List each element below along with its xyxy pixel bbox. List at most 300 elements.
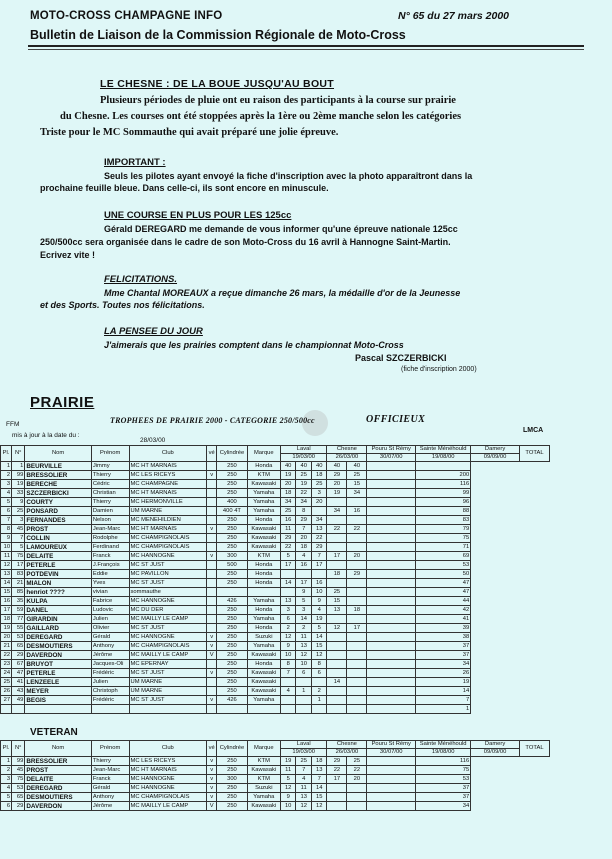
table-cell: Kawasaki	[247, 651, 280, 660]
table-cell	[367, 588, 416, 597]
table-cell	[367, 802, 416, 811]
table-cell	[327, 784, 347, 793]
table-cell: Suzuki	[247, 633, 280, 642]
table-cell: MC ST JUST	[129, 669, 207, 678]
table-cell: 1	[1, 462, 12, 471]
table-cell: Jacques-Oli	[91, 660, 129, 669]
table-cell: 88	[416, 507, 471, 516]
table-cell: MC HT MARNAIS	[129, 489, 207, 498]
table-cell: 10	[280, 802, 296, 811]
article-title-chesne: LE CHESNE : DE LA BOUE JUSQU'AU BOUT	[100, 78, 335, 90]
table-cell: MIALON	[25, 579, 91, 588]
table-cell: 250	[217, 793, 247, 802]
table-cell	[327, 633, 347, 642]
table-cell: 19	[311, 615, 327, 624]
table-cell: 6	[296, 669, 312, 678]
table-cell: KTM	[247, 757, 280, 766]
table-cell	[12, 705, 25, 714]
table-cell: Damien	[91, 507, 129, 516]
table-cell: 75	[416, 766, 471, 775]
table-cell: 25	[280, 507, 296, 516]
table-cell: 20	[347, 552, 367, 561]
table-cell	[280, 678, 296, 687]
table-cell: DAVERDON	[25, 802, 91, 811]
table-cell: 400 4T	[217, 507, 247, 516]
table-cell: 77	[12, 615, 25, 624]
table-cell: 2	[1, 471, 12, 480]
table-cell: 13	[311, 766, 327, 775]
table-cell: 14	[296, 615, 312, 624]
table-cell: DESMOUTIERS	[25, 793, 91, 802]
table-cell: 250	[217, 678, 247, 687]
table-cell	[311, 705, 327, 714]
table-row	[1, 561, 550, 570]
table-cell	[207, 660, 217, 669]
table-cell: 29	[327, 757, 347, 766]
table-cell	[367, 507, 416, 516]
table-cell: 16	[311, 579, 327, 588]
table-cell: MC CHAMPIGNOLAIS	[129, 543, 207, 552]
table-cell: Kawasaki	[247, 480, 280, 489]
table-cell: 35	[12, 597, 25, 606]
table-cell: 25	[347, 757, 367, 766]
table-cell: Jean-Marc	[91, 766, 129, 775]
table-cell: 20	[311, 498, 327, 507]
table-cell: 19	[280, 471, 296, 480]
table-row	[1, 489, 550, 498]
table-cell: 7	[311, 775, 327, 784]
table-cell: 2	[296, 624, 312, 633]
table-cell: Kawasaki	[247, 802, 280, 811]
table-cell: 250	[217, 525, 247, 534]
table-cell: DELAITE	[25, 775, 91, 784]
table-row	[1, 624, 550, 633]
table-cell: Yamaha	[247, 642, 280, 651]
table-cell: 250	[217, 570, 247, 579]
table-cell	[367, 615, 416, 624]
table-cell: 9	[296, 588, 312, 597]
table-cell: Honda	[247, 624, 280, 633]
table-cell: PROST	[25, 766, 91, 775]
table-cell	[327, 561, 347, 570]
table-cell: 250	[217, 579, 247, 588]
table-cell: 300	[217, 775, 247, 784]
table-cell: 12	[296, 802, 312, 811]
table-cell: 18	[311, 757, 327, 766]
table-cell	[296, 678, 312, 687]
table-cell: 38	[416, 633, 471, 642]
table-cell	[207, 507, 217, 516]
table-cell: Thierry	[91, 498, 129, 507]
col-header-race: Laval	[280, 446, 327, 454]
table-cell	[327, 615, 347, 624]
prairie-results-table	[0, 445, 550, 714]
table-cell: KTM	[247, 552, 280, 561]
col-header-date: 26/03/00	[327, 454, 367, 462]
table-cell	[347, 793, 367, 802]
table-cell	[296, 570, 312, 579]
table-cell: 40	[311, 462, 327, 471]
table-cell: Gérald	[91, 633, 129, 642]
table-cell: 14	[416, 687, 471, 696]
table-cell: 99	[12, 471, 25, 480]
table-cell: 250	[217, 784, 247, 793]
table-cell: 37	[416, 784, 471, 793]
table-cell: MC CHAMPIGNOLAIS	[129, 642, 207, 651]
table-cell: Kawasaki	[247, 687, 280, 696]
table-cell: MC ST JUST	[129, 624, 207, 633]
table-cell: 250	[217, 534, 247, 543]
table-cell: 116	[416, 757, 471, 766]
col-header-total: TOTAL	[519, 446, 549, 462]
table-cell: 65	[12, 793, 25, 802]
table-row	[1, 757, 550, 766]
table-cell: 7	[296, 525, 312, 534]
table-cell: 40	[327, 462, 347, 471]
table-row	[1, 462, 550, 471]
table-cell: 16	[296, 561, 312, 570]
table-cell	[367, 678, 416, 687]
table-cell: MC HANNOGNE	[129, 552, 207, 561]
table-cell	[311, 570, 327, 579]
col-header-total: TOTAL	[519, 741, 549, 757]
table-cell: MC MAILLY LE CAMP	[129, 615, 207, 624]
table-cell: 75	[416, 534, 471, 543]
table-cell: 11	[296, 784, 312, 793]
article-line: Triste pour le MC Sommauthe qui avait préparé une jolie épreuve.	[40, 127, 339, 138]
table-cell: 16	[280, 516, 296, 525]
table-cell: 27	[1, 696, 12, 705]
table-cell: 13	[327, 606, 347, 615]
table-cell: 15	[311, 642, 327, 651]
table-row	[1, 696, 550, 705]
table-cell: 13	[296, 793, 312, 802]
table-cell: 99	[12, 757, 25, 766]
table-row	[1, 784, 550, 793]
table-cell	[327, 516, 347, 525]
table-cell	[280, 570, 296, 579]
table-cell: 3	[311, 489, 327, 498]
table-cell	[367, 669, 416, 678]
table-cell: BRESSOLIER	[25, 471, 91, 480]
table-cell: MC ST JUST	[129, 579, 207, 588]
table-cell: Yamaha	[247, 498, 280, 507]
table-cell	[327, 793, 347, 802]
table-cell: 29	[12, 802, 25, 811]
table-cell: 22	[327, 766, 347, 775]
table-cell: 33	[12, 489, 25, 498]
table-cell: Yamaha	[247, 489, 280, 498]
col-header-race: Sainte Ménéhould	[416, 446, 471, 454]
table-cell: Yamaha	[247, 507, 280, 516]
table-cell: V	[207, 802, 217, 811]
table-cell: MC LES RICEYS	[129, 471, 207, 480]
table-cell: 17	[12, 561, 25, 570]
table-cell	[207, 534, 217, 543]
table-cell: 26	[416, 669, 471, 678]
table-cell: 34	[280, 498, 296, 507]
table-cell: 25	[327, 588, 347, 597]
table-cell: 29	[296, 516, 312, 525]
table-cell: 15	[327, 597, 347, 606]
table-cell: Christian	[91, 489, 129, 498]
table-cell: 17	[1, 606, 12, 615]
table-cell: v	[207, 525, 217, 534]
col-header-date: 30/07/00	[367, 749, 416, 757]
table-cell: 3	[296, 606, 312, 615]
col-header-number: N°	[12, 446, 25, 462]
table-cell: 9	[12, 498, 25, 507]
article-line: Plusieurs périodes de pluie ont eu raison des participants à la course sur prairie	[100, 95, 456, 106]
table-cell: Honda	[247, 570, 280, 579]
table-cell: KTM	[247, 471, 280, 480]
table-cell	[347, 579, 367, 588]
table-cell: 71	[416, 543, 471, 552]
table-cell	[367, 660, 416, 669]
table-cell: MC HT MARNAIS	[129, 525, 207, 534]
table-cell: 5	[1, 793, 12, 802]
table-cell: 55	[12, 624, 25, 633]
table-cell: 4	[296, 775, 312, 784]
table-cell: 18	[280, 489, 296, 498]
table-cell: 12	[280, 784, 296, 793]
col-header-firstname: Prénom	[91, 446, 129, 462]
table-cell	[347, 498, 367, 507]
table-cell	[367, 642, 416, 651]
table-cell: Frédéric	[91, 696, 129, 705]
table-cell: MC MENEHILDIEN	[129, 516, 207, 525]
table-cell	[367, 784, 416, 793]
table-cell: Kawasaki	[247, 678, 280, 687]
table-row	[1, 705, 550, 714]
article-line: Mme Chantal MOREAUX a reçue dimanche 26 mars, la médaille d'or de la Jeunesse	[104, 288, 461, 298]
table-cell	[327, 579, 347, 588]
table-cell: 20	[1, 633, 12, 642]
table-cell: 250	[217, 802, 247, 811]
table-cell: Gérald	[91, 784, 129, 793]
table-cell: 25	[296, 757, 312, 766]
table-cell	[347, 669, 367, 678]
table-cell: 250	[217, 471, 247, 480]
table-cell: 5	[280, 775, 296, 784]
newsletter-title: MOTO-CROSS CHAMPAGNE INFO	[30, 10, 223, 22]
table-cell	[367, 775, 416, 784]
table-cell: Eddie	[91, 570, 129, 579]
table-cell	[367, 525, 416, 534]
table-cell: 34	[327, 507, 347, 516]
table-cell: 19	[416, 678, 471, 687]
table-cell: 6	[1, 802, 12, 811]
table-cell: 17	[327, 775, 347, 784]
table-row	[1, 552, 550, 561]
table-row	[1, 802, 550, 811]
col-header-veteran: vé	[207, 446, 217, 462]
table-cell: 15	[311, 793, 327, 802]
table-cell: MC HANNOGNE	[129, 633, 207, 642]
table-cell	[327, 534, 347, 543]
table-cell: 12	[1, 561, 12, 570]
table-cell: 7	[296, 766, 312, 775]
table-cell: 15	[1, 588, 12, 597]
table-cell: 23	[1, 660, 12, 669]
table-cell: 18	[347, 606, 367, 615]
table-cell	[207, 516, 217, 525]
table-cell: 12	[311, 651, 327, 660]
table-cell	[327, 660, 347, 669]
table-cell: Honda	[247, 579, 280, 588]
col-header-race: Pouru St Rémy	[367, 446, 416, 454]
table-cell: BEURVILLE	[25, 462, 91, 471]
table-cell: 34	[416, 660, 471, 669]
table-cell: MC HERMONVILLE	[129, 498, 207, 507]
col-header-name: Nom	[25, 741, 91, 757]
table-cell: 75	[12, 775, 25, 784]
table-cell	[327, 705, 347, 714]
table-cell	[347, 633, 367, 642]
table-cell: KTM	[247, 775, 280, 784]
table-cell	[347, 615, 367, 624]
table-cell: DEREGARD	[25, 784, 91, 793]
issue-number: N° 65 du 27 mars 2000	[398, 10, 510, 22]
table-cell: MC HANNOGNE	[129, 775, 207, 784]
table-cell: DEREGARD	[25, 633, 91, 642]
table-cell: 5	[12, 543, 25, 552]
table-cell: 34	[416, 802, 471, 811]
table-cell: Thierry	[91, 471, 129, 480]
table-cell: 426	[217, 696, 247, 705]
table-row	[1, 766, 550, 775]
table-row	[1, 642, 550, 651]
table-cell: 47	[416, 579, 471, 588]
table-cell	[207, 570, 217, 579]
table-cell: MC CHAMPIGNOLAIS	[129, 534, 207, 543]
table-cell: Frédéric	[91, 669, 129, 678]
table-cell: PROST	[25, 525, 91, 534]
update-date: 28/03/00	[140, 437, 166, 444]
table-cell: POTDEVIN	[25, 570, 91, 579]
table-cell	[207, 480, 217, 489]
table-cell: v	[207, 775, 217, 784]
table-cell: 2	[280, 624, 296, 633]
table-cell: 14	[311, 784, 327, 793]
org-label: LMCA	[523, 427, 544, 434]
table-cell: 11	[296, 633, 312, 642]
section-title-prairie: PRAIRIE	[30, 394, 95, 411]
table-cell: 8	[280, 660, 296, 669]
table-cell: 17	[280, 561, 296, 570]
table-cell: 1	[1, 757, 12, 766]
table-cell: 59	[12, 606, 25, 615]
article-note: (fiche d'inscription 2000)	[401, 366, 477, 373]
table-cell: 45	[12, 766, 25, 775]
table-cell: 10	[311, 588, 327, 597]
table-cell: 3	[1, 775, 12, 784]
table-cell	[416, 462, 471, 471]
table-cell: 85	[12, 588, 25, 597]
table-cell: 17	[311, 561, 327, 570]
table-cell: 12	[296, 651, 312, 660]
table-cell: DAVERDON	[25, 651, 91, 660]
table-cell: 4	[296, 552, 312, 561]
article-line: J'aimerais que les prairies comptent dans le championnat Moto-Cross	[104, 340, 404, 350]
table-cell: Jean-Marc	[91, 525, 129, 534]
table-cell	[207, 579, 217, 588]
table-cell: 53	[416, 561, 471, 570]
table-cell: 39	[416, 624, 471, 633]
table-cell	[347, 802, 367, 811]
table-row	[1, 480, 550, 489]
table-cell: V	[207, 651, 217, 660]
table-cell	[327, 696, 347, 705]
table-cell: 13	[296, 642, 312, 651]
table-cell: 4	[1, 784, 12, 793]
table-cell: 5	[311, 624, 327, 633]
article-line: Seuls les pilotes ayant envoyé la fiche d'inscription avec la photo apparaîtront dans la	[104, 171, 473, 181]
table-cell	[347, 642, 367, 651]
table-cell	[207, 606, 217, 615]
table-cell: 2	[311, 687, 327, 696]
table-cell: 7	[311, 552, 327, 561]
table-cell: 6	[280, 615, 296, 624]
table-cell: 22	[327, 525, 347, 534]
table-cell: LENZEELE	[25, 678, 91, 687]
table-cell: 250	[217, 651, 247, 660]
table-cell: 250	[217, 669, 247, 678]
article-line: et des Sports. Toutes nos félicitations.	[40, 300, 205, 310]
table-cell: 250	[217, 624, 247, 633]
table-cell: PONSARD	[25, 507, 91, 516]
table-cell: 22	[1, 651, 12, 660]
table-cell: 6	[1, 507, 12, 516]
table-cell: 19	[296, 480, 312, 489]
table-cell: Cédric	[91, 480, 129, 489]
table-cell: 12	[280, 633, 296, 642]
table-row	[1, 534, 550, 543]
header-rule-thin	[28, 49, 584, 50]
table-cell: 99	[416, 489, 471, 498]
table-cell	[367, 516, 416, 525]
table-cell: 8	[296, 507, 312, 516]
section-title-veteran: VETERAN	[30, 727, 78, 738]
table-cell	[327, 802, 347, 811]
table-cell: 10	[280, 651, 296, 660]
table-cell: 29	[280, 534, 296, 543]
table-cell: 83	[416, 516, 471, 525]
table-cell: v	[207, 471, 217, 480]
table-cell: 83	[12, 570, 25, 579]
table-cell	[367, 757, 416, 766]
table-cell: 5	[296, 597, 312, 606]
table-cell	[207, 597, 217, 606]
table-cell	[367, 624, 416, 633]
table-cell: Honda	[247, 561, 280, 570]
table-cell: 250	[217, 642, 247, 651]
col-header-date: 30/07/00	[367, 454, 416, 462]
table-cell	[327, 651, 347, 660]
table-cell: 7	[12, 534, 25, 543]
table-cell: 2	[1, 766, 12, 775]
table-cell	[207, 615, 217, 624]
table-row	[1, 775, 550, 784]
table-cell	[347, 534, 367, 543]
table-cell	[311, 507, 327, 516]
col-header-veteran: vé	[207, 741, 217, 757]
table-cell: LAMOUREUX	[25, 543, 91, 552]
table-cell: 10	[296, 660, 312, 669]
table-cell: 29	[311, 543, 327, 552]
table-cell: PETERLE	[25, 669, 91, 678]
table-cell: 19	[1, 624, 12, 633]
